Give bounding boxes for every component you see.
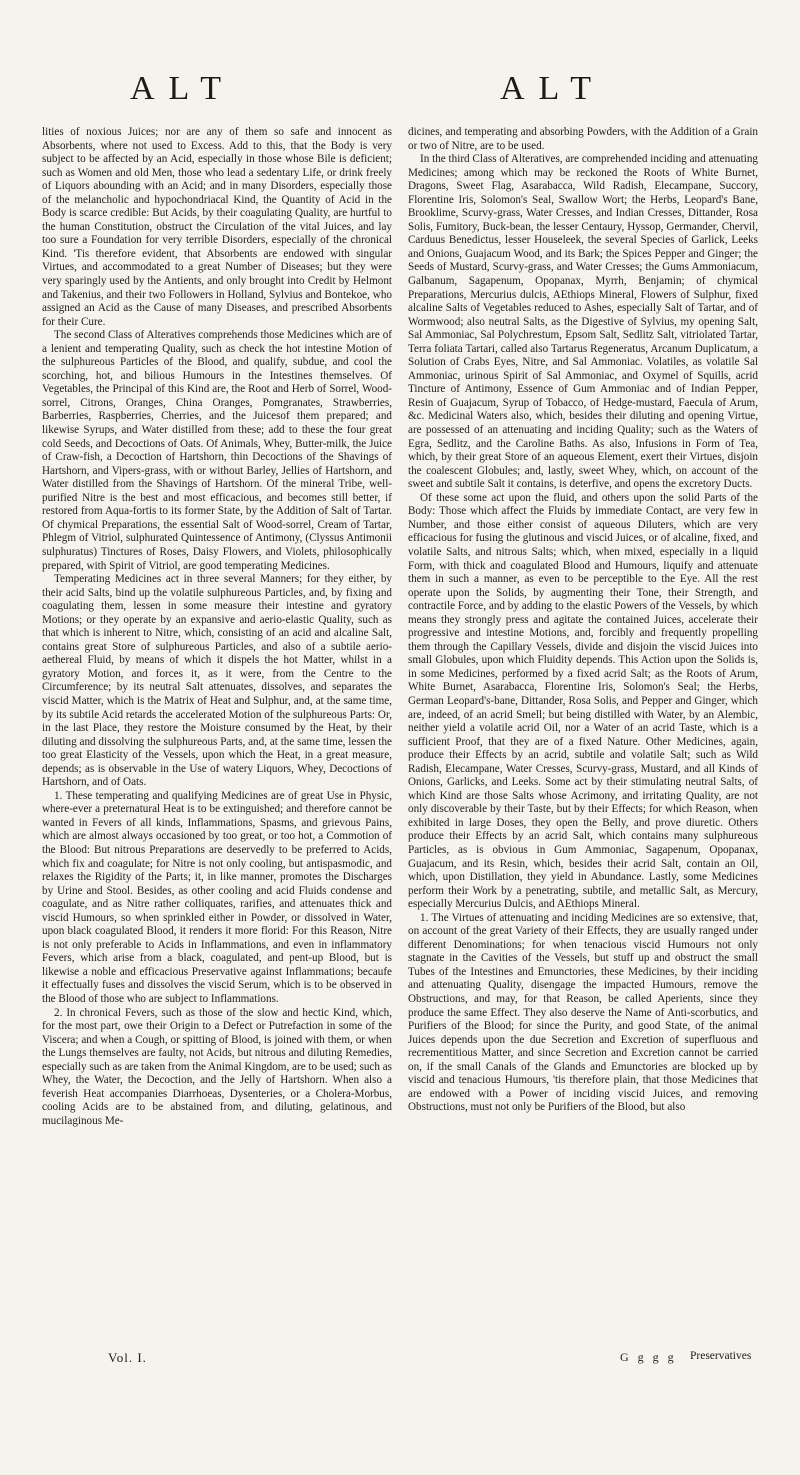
running-header bbox=[0, 70, 800, 110]
header-left: ALT bbox=[130, 70, 235, 107]
paragraph: The second Class of Alteratives comprehends those Medicines which are of a lenient and temperating Quality, such as check the hot intestine Motion of the sulphureous Particles of the Blood, and qualify, subdue, and cool the scorching, hot, and bilious Humours in the Intestines themselves. Of Vegetables, the Principal of this Kind are, the Root and Herb of Sorrel, Wood-sorrel, Citrons, Oranges, China Oranges, Pomgranates, Strawberries, Barberries, Raspberries, Cherries, and the Juicesof them prepared; and likewise Syrups, and Water distilled from these; add to these the four great cold Seeds, and Decoctions of Oats. Of Animals, Whey, Butter-milk, the Juice of Craw-fish, a Decoction of Hartshorn, thin Decoctions of the Shavings of Hartshorn, and Vipers-grass, with or without Barley, Jellies of Hartshorn, and Water distilled from the Shavings of Hartshorn. Of the mineral Tribe, well-purified Nitre is the best and most efficacious, and becomes still better, if restored from Aqua-fortis to its former State, by the Addition of Salt of Tartar. Of chymical Preparations, the essential Salt of Wood-sorrel, Cream of Tartar, Phlegm of Vitriol, sulphurated Quintessence of Antimony, (Clyssus Antimonii sulphuratus) Tinctures of Roses, Daisy Flowers, and Violets, philosophically prepared, with Spirit of Vitriol, are good temperating Medicines. bbox=[42, 329, 392, 572]
paragraph: dicines, and temperating and absorbing Powders, with the Addition of a Grain or two of Nitre, are to be used. bbox=[408, 126, 758, 152]
volume-label: Vol. I. bbox=[108, 1350, 147, 1365]
catchword: Preservatives bbox=[690, 1350, 752, 1362]
paragraph: lities of noxious Juices; nor are any of them so safe and innocent as Absorbents, where not used to Excess. Add to this, that the Body is very subject to be affected by an Acid, especially in those whose Bile is deficient; such as Women and old Men, those who lead a sedentary Life, or drink freely of Liquors abounding with an Acid; and in many Disorders, especially those of the melancholic and hypochondriacal Kind, the Quantity of Acid in the Body is scarce credible: But Acids, by their coagulating Quality, are hurtful to the human Constitution, obstruct the Circulation of the vital Juices, and lay too sure a Foundation for very terrible Disorders, especially of the chronical Kind. 'Tis therefore evident, that Absorbents are endowed with singular Virtues, and accommodated to a great Number of Diseases; but they were very sparingly used by the Antients, and only brought into Credit by Helmont and Takenius, and their two Followers in Holland, Sylvius and Bontekoe, who assigned an Acid as the Cause of many Diseases, and prescribed Absorbents for their Cure. bbox=[42, 126, 392, 328]
signature-mark: G g g g bbox=[620, 1350, 677, 1364]
left-column bbox=[42, 126, 392, 1128]
paragraph: 2. In chronical Fevers, such as those of the slow and hectic Kind, which, for the most part, owe their Origin to a Defect or Putrefaction in some of the Viscera; and when a Cough, or spitting of Blood, is joined with them, or when the Lungs themselves are faulty, not Acids, but nitrous and diluting Remedies, especially such as are taken from the Animal Kingdom, are to be used; such as Whey, the Water, the Decoction, and the Jelly of Hartshorn. When also a feverish Heat accompanies Diarrhoeas, Dysenteries, or a Cholera-Morbus, cooling Acids are to be abstained from, and diluting, gelatinous, and mucilaginous Me- bbox=[42, 1006, 392, 1127]
header-right: ALT bbox=[500, 70, 605, 107]
right-column bbox=[408, 126, 758, 1115]
paragraph: Of these some act upon the fluid, and others upon the solid Parts of the Body: Those which affect the Fluids by immediate Contact, are very few in Number, and those either consist of aqueous Diluters, which are very efficacious for fusing the glutinous and viscid Juices, or of alcaline, fixed, and volatile Salts, and nitrous Salts; which, when mixed, especially in a liquid Form, with thick and coagulated Blood and Humours, liquify and attenuate them in such a manner, as even to be perceptible to the Eye. All the rest operate upon the Solids, by augmenting their Tone, their Strength, and contractile Force, and by adding to the elastic Powers of the Vessels, by which means they strongly press and agitate the contained Juices, accelerate their progressive and intestine Motions, and, forcibly and frequently propelling them through the Capillary Vessels, divide and disjoin the viscid Juices into small Globules, upon which Fluidity depends. This Action upon the Solids is, in some Medicines, performed by a fixed acrid Salt; as the Roots of Arum, White Burnet, Asarabacca, Florentine Iris, Solomon's Seal; the Herbs, German Leopard's-bane, Dittander, Rosa Solis, and Pepper and Ginger, which are, indeed, of an acrid Smell; but being distilled with Water, by an Alembic, neither yield a volatile acrid Oil, nor a Water of an acrid Taste, which is a sufficient Proof, that they are of a fixed Nature. Other Medicines, again, produce their Effects by an acrid, subtile and volatile Salt; such as Wild Radish, Elecampane, Water Cresses, Scurvy-grass, Mustard, and all Kinds of Onions, Garlicks, and Leeks. Some act by their stimulating neutral Salts, of which Kind are those Salts whose Acrimony, and irritating Quality, are not only discoverable by their Taste, but by their Effects; for which Reason, when exhibited in large Doses, they open the Belly, and prove diuretic. Others produce their Effects by an acrid Salt, which contains many sulphureous Particles, as is obvious in Gum Ammoniac, Sagapenum, Opopanax, Guajacum, and its Resin, which, besides their acrid Salt, contain an Oil, which, upon Distillation, they yield in Abundance. Lastly, some Medicines perform their Work by a penetrating, subtile, and metallic Salt, as Mercury, especially Mercurius Dulcis, and AEthiops Mineral. bbox=[408, 491, 758, 911]
paragraph: Temperating Medicines act in three several Manners; for they either, by their acid Salts, bind up the volatile sulphureous Particles, and, by fixing and coagulating them, lessen in some measure their intestine and gyratory Motions; or they operate by an expansive and aerio-elastic Quality, such as that which is inherent to Nitre, which, consisting of an acid and alcaline Salt, contains great Store of sulphureous Particles, and also of a subtile aerio-aethereal Fluid, by means of which it dispels the hot Matter, whilst in a gyratory Motion, and forces it, as it were, from the Centre to the Circumference; by its neutral Salt attenuates, dissolves, and separates the viscid Matter, which is the Matrix of Heat and Sulphur, and, at the same time, by its subtile Acid retards the accelerated Motion of the sulphureous Parts: Or, in the last Place, they restore the Moisture consumed by the Heat, by their diluting and dissolving the sulphureous Parts, and, at the same time, lessen the too great Elasticity of the Vessels, upon which the Heat, in a great measure, depends; as is observable in the Use of watery Liquors, Whey, Decoctions of Hartshorn, and of Oats. bbox=[42, 573, 392, 789]
paragraph: 1. The Virtues of attenuating and inciding Medicines are so extensive, that, on account of the great Variety of their Effects, they are usually ranged under different Denominations; for when tenacious viscid Humours not only stagnate in the Cavities of the Vessels, but stuff up and obstruct the small Tubes of the Intestines and Emunctories, these Medicines, by their inciding and attenuating Quality, disengage the impacted Humours, remove the Obstructions, and may, for that Reason, be called Aperients, since they produce the same Effect. They also deserve the Name of Anti-scorbutics, and Purifiers of the Blood; for since the Purity, and good State, of the animal Juices depends upon the due Secretion and Excretion of superfluous and recrementitious Matter, and since Secretion and Excretion cannot be carried on, if the small Canals of the Glands and Emunctories are blocked up by viscid and tenacious Humours, 'tis therefore plain, that those Medicines that are endowed with a Power of inciding viscid Juices, and removing Obstructions, must not only be Purifiers of the Blood, but also bbox=[408, 911, 758, 1114]
paragraph: In the third Class of Alteratives, are comprehended inciding and attenuating Medicines; among which may be reckoned the Roots of White Burnet, Dragons, Sweet Flag, Asarabacca, Wild Radish, Elecampane, Succory, Florentine Iris, Solomon's Seal, Swallow Wort; the Herbs, Leopard's Bane, Brooklime, Scurvy-grass, Water Cresses, and Indian Cresses, Dittander, Rosa Solis, Fumitory, Buck-bean, the lesser Centaury, Hyssop, Germander, Chervil, Carduus Benedictus, lesser Houseleek, the several Species of Garlick, Leeks and Onions, Guajacum Wood, and its Bark; the Spices Pepper and Ginger; the Seeds of Mustard, Scurvy-grass, and Water Cresses; the Gums Ammoniacum, Galbanum, Sagapenum, Opopanax, Myrrh, Benjamin; of chymical Preparations, Mercurius dulcis, AEthiops Mineral, Flowers of Sulphur, fixed alcaline Salts of Vegetables reduced to Ashes, especially Salt of Tartar, and of Wormwood; also neutral Salts, as the Digestive of Sylvius, my opening Salt, Sal Ammoniac, Sal Polychrestum, Epsom Salt, Sedlitz Salt, vitriolated Tartar, Terra foliata Tartari, called also Tartarus Regeneratus, Arcanum Duplicatum, a Solution of Crabs Eyes, Nitre, and Sal Ammoniac. Volatiles, as volatile Sal Ammoniac, urinous Spirit of Sal Ammoniac, and Oxymel of Squills, acrid Tincture of Antimony, Essence of Gum Ammoniac and of Indian Pepper, Resin of Guajacum, Syrup of Tobacco, of Hedge-mustard, Faecula of Arum, &c. Medicinal Waters also, which, besides their diluting and opening Virtue, are possessed of an attenuating and inciding Quality; such as the Waters of Egra, Sedlitz, and the Caroline Baths. As also, Infusions in Form of Tea, which, by their great Store of an aqueous Element, exert their Virtues, disjoin the coalescent Globules; and, lastly, sweet Whey, which, on account of the sweet and subtile Salt it contains, is deterfive, and opens the excretory Ducts. bbox=[408, 153, 758, 491]
paragraph: 1. These temperating and qualifying Medicines are of great Use in Physic, where-ever a preternatural Heat is to be extinguished; and therefore cannot be wanted in Fevers of all kinds, Inflammations, Spasms, and grievous Pains, which are almost always occasioned by too great, or too hot, a Commotion of the Blood: But nitrous Preparations are deservedly to be preferred to Acids, which fix and coagulate; for Nitre is not only cooling, but antispasmodic, and relaxes the Rigidity of the Parts; it, in like manner, promotes the Discharges by Urine and Stool. Besides, as other cooling and acid Fluids condense and coagulate, and as Nitre rather colliquates, rarifies, and attenuates thick and viscid Humours, so when sprinkled either in Powder, or dissolved in Water, upon black coagulated Blood, it renders it more florid: For this Reason, Nitre is not only preferable to Acids in Inflammations, and even in inflammatory Fevers, which arise from a black, coagulated, and pent-up Blood, but is likewise a noble and efficacious Preservative against Inflammations; becaufe it effectually fuses and dissolves the viscid Serum, which is to be observed in the Blood of those who are subject to Inflammations. bbox=[42, 789, 392, 1005]
